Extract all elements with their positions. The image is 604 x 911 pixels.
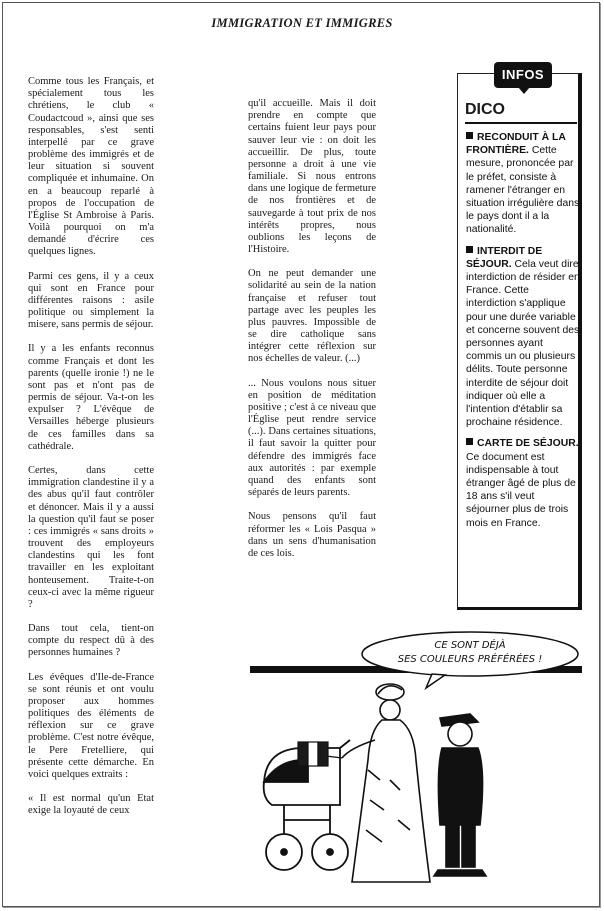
dico-entries	[466, 131, 580, 538]
paragraph: Nous pensons qu'il faut réformer les « Lois Pasqua » dans un sens d'humanisation de ces lois.	[248, 511, 376, 559]
speech-text-line-1: CE SONT DÉJÀ	[434, 640, 506, 651]
cartoon-illustration	[250, 630, 582, 892]
dico-term: CARTE DE SÉJOUR.	[477, 438, 579, 450]
dico-term: RECONDUIT À LA FRONTIÈRE.	[466, 132, 566, 157]
paragraph: ... Nous voulons nous situer en position de méditation positive ; c'est à ce niveau que l'Église peut rendre service (...). Dans certaines situations, il faut savoir la quitter pour défendre des immigrés face aux autorités : par exemple quand des enfants sont séparés de leurs parents.	[248, 377, 376, 499]
policeman-figure	[434, 714, 486, 876]
article-column-1	[28, 76, 154, 829]
paragraph: Comme tous les Français, et spécialement tous les chrétiens, le club « Coudactcoud », ainsi que ses responsables, s'est senti interpellé par ce grave problème des immigrés et de leur situation si souvent compliquée et inhumaine. On en a beaucoup reparlé à propos de l'occupation de l'Église St Ambroise à Paris. Voilà pourquoi on m'a demandé d'écrire ces quelques lignes.	[28, 76, 154, 258]
dico-entry	[466, 437, 580, 529]
speech-text-line-2: SES COULEURS PRÉFÉRÉES !	[397, 654, 543, 665]
paragraph: Dans tout cela, tient-on compte du respect dû à des personnes humaines ?	[28, 623, 154, 659]
paragraph: « Il est normal qu'un Etat exige la loyauté de ceux	[28, 793, 154, 817]
paragraph: Parmi ces gens, il y a ceux qui sont en France pour différentes raisons : asile politique ou simplement la misere, sans permis de séjour.	[28, 270, 154, 331]
page-header: IMMIGRATION ET IMMIGRES	[211, 16, 393, 30]
woman-figure	[342, 684, 430, 882]
dico-heading: DICO	[465, 101, 505, 118]
paragraph: Certes, dans cette immigration clandestine il y a des abus qu'il faut contrôler et dénoncer. Mais il y a aussi la question qu'il faut se poser : ces immigrés « sans droits » trouvent des employeurs clandestins qui les font travailler en les exploitant honteusement. Traite-t-on ceux-ci avec la même rigueur ?	[28, 464, 154, 610]
paragraph: Il y a les enfants reconnus comme Français et dont les parents (quelle ironie !) ne le sont pas et n'ont pas de permis de séjour. Va-t-on les expulser ? L'évêque de Versailles héberge plusieurs de ces familles dans sa cathédrale.	[28, 343, 154, 452]
dico-definition: Cela veut dire interdiction de résider en France. Cette interdiction s'applique pour une durée variable et concerne souvent des personnes ayant commis un ou plusieurs délits. Toute personne interdite de séjour doit indiquer où elle a l'intention d'établir sa prochaine résidence.	[466, 258, 580, 429]
square-bullet-icon	[466, 132, 473, 139]
dico-definition: Ce document est indispensable à tout étranger âgé de plus de 18 ans s'il veut séjourner plus de trois mois en France.	[466, 451, 576, 529]
dico-entry	[466, 245, 580, 430]
square-bullet-icon	[466, 438, 473, 445]
article-column-2	[248, 98, 376, 572]
infos-badge: INFOS	[494, 62, 552, 88]
square-bullet-icon	[466, 246, 473, 253]
paragraph: Les évêques d'Ile-de-France se sont réunis et ont voulu proposer aux hommes politiques des éléments de réflexion sur ce grave problème. C'est notre évêque, le Pere Fretelliere, qui présente cette démarche. En voici quelques extraits :	[28, 671, 154, 780]
speech-bubble-tail	[426, 674, 445, 688]
divider	[465, 122, 577, 124]
dico-term: INTERDIT DE SÉJOUR.	[466, 245, 543, 270]
dico-entry	[466, 131, 580, 237]
paragraph: On ne peut demander une solidarité au sein de la nation française et refuser tout partage avec les peuples les plus pauvres. Impossible de se dire catholique sans intégrer cette réflexion sur nos échelles de valeur. (...)	[248, 268, 376, 365]
dico-definition: Cette mesure, prononcée par le préfet, consiste à ramener l'étranger en situation irrégulière dans le pays dont il a la nationalité.	[466, 145, 580, 236]
paragraph: qu'il accueille. Mais il doit prendre en compte que certains fuient leur pays pour sauver leur vie : on doit les accueillir. De plus, toute personne a droit à une vie familiale. Si nous entrons dans une logique de fermeture de nos frontières et de sauvegarde à tout prix de nos intérêts propres, nous oublions les leçons de l'Histoire.	[248, 98, 376, 256]
